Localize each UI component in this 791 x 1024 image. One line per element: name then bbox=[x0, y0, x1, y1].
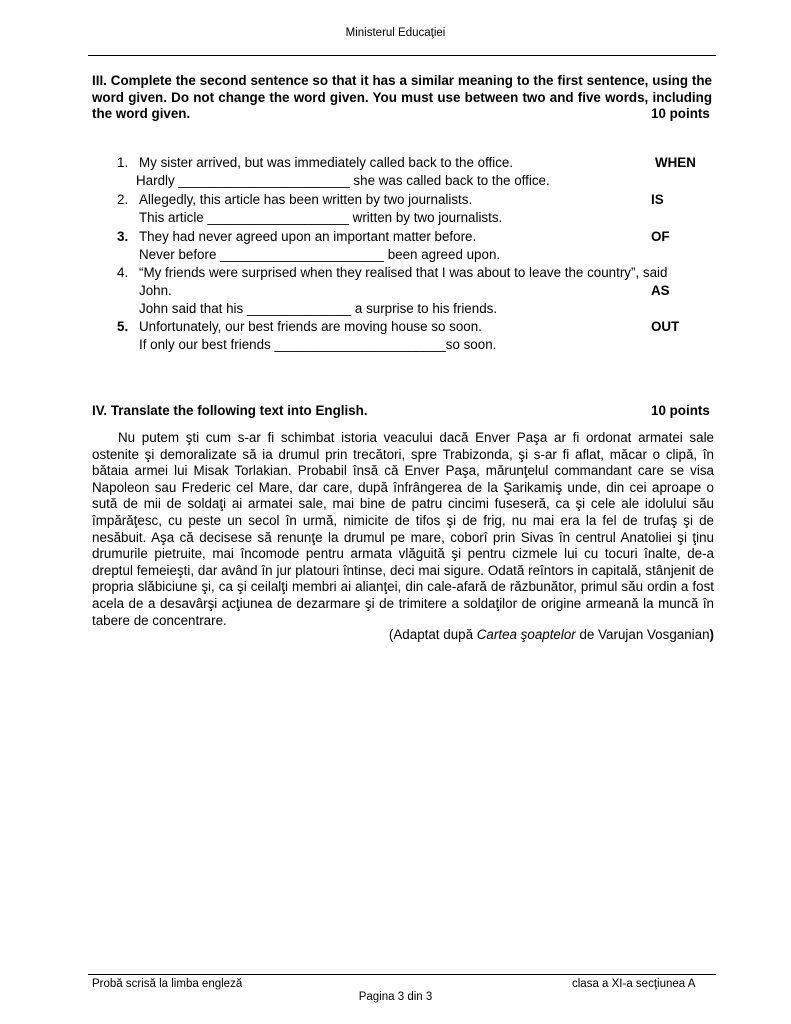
item-5-number: 5. bbox=[117, 319, 129, 334]
item-4-sentence-continued: John. bbox=[139, 283, 172, 298]
item-4-prompt: John said that his ______________ a surprise to his friends. bbox=[139, 301, 498, 316]
item-4-number: 4. bbox=[117, 265, 129, 280]
item-5-sentence: Unfortunately, our best friends are moving house so soon. bbox=[139, 319, 482, 334]
item-2-sentence: Allegedly, this article has been written by two journalists. bbox=[139, 192, 473, 207]
item-3-prompt: Never before ______________________ been agreed upon. bbox=[139, 247, 501, 262]
translation-text: Nu putem şti cum s-ar fi schimbat istoria veacului dacă Enver Paşa ar fi ordonat armatei sale ostenite şi demoralizate să ia drumul prin trecători, spre Trabizonda, şi s-ar fi aflat, măcar o clipă, în bătaia armei lui Misak Torlakian. Probabil însă că Enver Paşa, mărunţelul commandant care se visa Napoleon sau Frederic cel Mare, dar care, după înfrângerea de la Şarikamiş unde, din cei aproape o sută de mii de soldaţi ai armatei sale, mai bine de patru cincimi fuseseră, ca şi cele ale idolului său împărăţesc, cu peste un secol în urmă, nimicite de tifos şi de frig, nu mai era la fel de trufaş şi de nesăbuit. Aşa că decisese să renunţe la drumul pe mare, coborî prin Sivas în centrul Anatoliei şi ţinu drumurile pietruite, mai încomode pentru armata vlăguită şi pentru cizmele lui cu tocuri înalte, de-a dreptul femeieşti, dar având în jur platouri întinse, deci mai sigure. Odată reîntors in capitală, stânjenit de propria slăbiciune şi, ca şi ceilalţi membri ai alianţei, din cale-afară de răzbunător, primul său ordin a fost acela de a desavârşi acţiunea de dezarmare şi de trimitere a soldaţilor de origine armeană la muncă în tabere de concentrare. bbox=[92, 430, 714, 628]
page-header-title: Ministerul Educaţiei bbox=[345, 27, 446, 39]
section-4-heading: IV. Translate the following text into English. bbox=[92, 403, 368, 418]
item-2-prompt: This article ___________________ written by two journalists. bbox=[139, 210, 503, 225]
section-4-points: 10 points bbox=[651, 403, 710, 418]
item-3-keyword: OF bbox=[651, 229, 670, 244]
footer-page-number: Pagina 3 din 3 bbox=[358, 991, 433, 1003]
source-author: de Varujan Vosganian bbox=[575, 627, 710, 642]
source-close: ) bbox=[709, 627, 714, 642]
item-3-number: 3. bbox=[117, 229, 129, 244]
footer-left: Probă scrisă la limba engleză bbox=[92, 978, 243, 990]
item-1-keyword: WHEN bbox=[655, 155, 696, 170]
item-5-prompt: If only our best friends _______________________so soon. bbox=[139, 337, 497, 352]
source-citation bbox=[389, 627, 714, 642]
section-3-heading bbox=[92, 73, 712, 123]
item-2-keyword: IS bbox=[651, 192, 664, 207]
footer-right: clasa a XI-a secţiunea A bbox=[572, 978, 696, 990]
section-3-points: 10 points bbox=[651, 106, 710, 121]
item-1-number: 1. bbox=[117, 155, 129, 170]
item-1-prompt: Hardly _______________________ she was called back to the office. bbox=[136, 173, 550, 188]
item-3-sentence: They had never agreed upon an important matter before. bbox=[139, 229, 477, 244]
header-divider bbox=[88, 55, 716, 56]
footer-divider bbox=[88, 974, 716, 975]
source-prefix: (Adaptat după bbox=[388, 627, 477, 642]
item-1-sentence: My sister arrived, but was immediately called back to the office. bbox=[139, 155, 514, 170]
item-4-sentence: “My friends were surprised when they realised that I was about to leave the country”, said bbox=[139, 265, 668, 280]
item-2-number: 2. bbox=[117, 192, 129, 207]
section-3-instructions: III. Complete the second sentence so that it has a similar meaning to the first sentence, using the word given. Do not change the word given. You must use between two and five words, including the word given. bbox=[92, 73, 712, 121]
item-5-keyword: OUT bbox=[651, 319, 680, 334]
item-4-keyword: AS bbox=[651, 283, 670, 298]
source-title: Cartea şoaptelor bbox=[476, 627, 576, 642]
